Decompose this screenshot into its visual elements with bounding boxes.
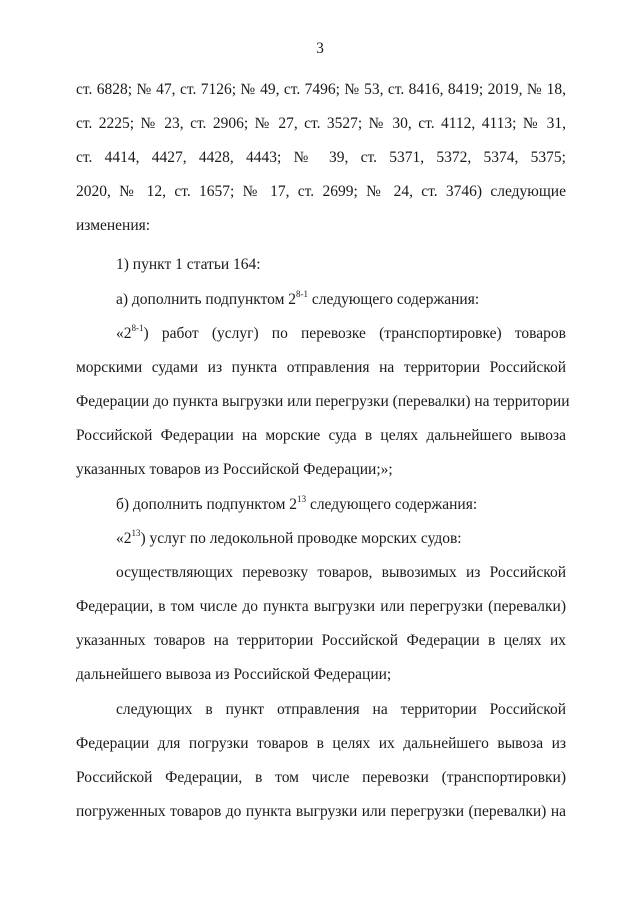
text-line: Федерации для погрузки товаров в целях их дальнейшего вывоза из: [76, 735, 566, 752]
paragraph-start: «$2^{13}$) услуг по ледокольной проводке морских судов:: [116, 527, 462, 547]
text-line: дальнейшего вывоза из Российской Федерации;: [76, 666, 392, 683]
list-item: б) дополнить подпунктом $2^{13}$ следующего содержания:: [116, 493, 478, 513]
paragraph-start: осуществляющих перевозку товаров, вывозимых из Российской: [116, 564, 566, 581]
text-line: ст. 6828; № 47, ст. 7126; № 49, ст. 7496; № 53, ст. 8416, 8419; 2019, № 18,: [76, 81, 566, 98]
superscript: 8-1: [296, 288, 309, 299]
superscript: 13: [131, 527, 141, 538]
superscript: 13: [297, 493, 307, 504]
text-line: изменения:: [76, 217, 151, 234]
text-line: указанных товаров из Российской Федерации;»;: [76, 461, 393, 478]
paragraph-start: следующих в пункт отправления на территории Российской: [116, 701, 566, 718]
text-line: 2020, № 12, ст. 1657; № 17, ст. 2699; № 24, ст. 3746) следующие: [76, 183, 566, 200]
text-line: Российской Федерации на морские суда в целях дальнейшего вывоза: [76, 427, 566, 444]
text-line: ст. 4414, 4427, 4428, 4443; № 39, ст. 5371, 5372, 5374, 5375;: [76, 149, 566, 166]
text-line: указанных товаров на территории Российской Федерации в целях их: [76, 632, 566, 649]
superscript: 8-1: [131, 322, 144, 333]
text-line: морскими судами из пункта отправления на территории Российской: [76, 359, 566, 376]
text-line: Федерации до пункта выгрузки или перегрузки (перевалки) на территории: [76, 393, 570, 410]
paragraph-start: «2$^{8-1}$) работ (услуг) по перевозке (транспортировке) товаров: [116, 322, 566, 342]
text-line: ст. 2225; № 23, ст. 2906; № 27, ст. 3527; № 30, ст. 4112, 4113; № 31,: [76, 115, 566, 132]
list-item: а) дополнить подпунктом 2$^{8-1}$ следующего содержания:: [116, 288, 480, 308]
text-line: Российской Федерации, в том числе перевозки (транспортировки): [76, 769, 566, 786]
text-line: погруженных товаров до пункта выгрузки или перегрузки (перевалки) на: [76, 803, 566, 820]
text-line: Федерации, в том числе до пункта выгрузки или перегрузки (перевалки): [76, 598, 566, 615]
list-item: 1) пункт 1 статьи 164:: [116, 256, 261, 273]
page-number: 3: [316, 40, 324, 57]
